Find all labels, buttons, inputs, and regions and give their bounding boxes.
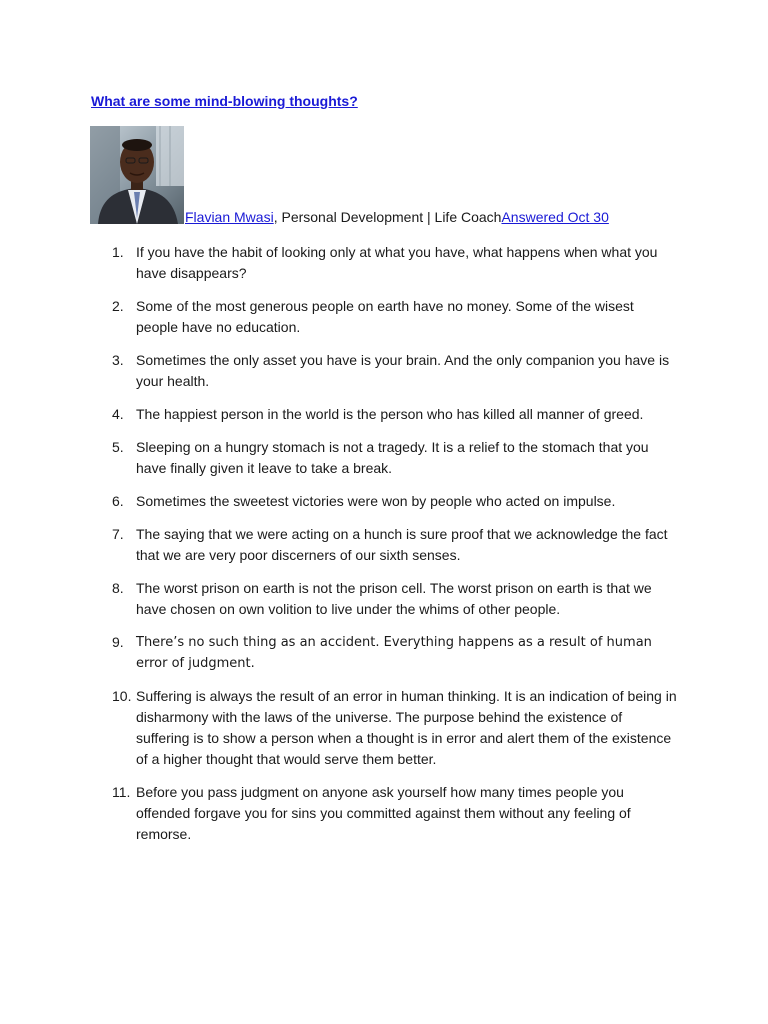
- list-item: [90, 350, 690, 392]
- list-item: [90, 782, 690, 845]
- author-name-link[interactable]: Flavian Mwasi: [185, 209, 274, 225]
- list-item-number: 2.: [112, 298, 124, 314]
- list-item-text: Sleeping on a hungry stomach is not a tragedy. It is a relief to the stomach that you have finally given it leave to take a break.: [136, 439, 649, 476]
- list-item-number: 9.: [112, 634, 124, 650]
- list-item: [90, 437, 690, 479]
- list-item-text: Before you pass judgment on anyone ask yourself how many times people you offended forgave you for sins you committed against them without any feeling of remorse.: [136, 784, 631, 842]
- list-item-text: Sometimes the sweetest victories were won by people who acted on impulse.: [136, 493, 616, 509]
- author-byline: [185, 209, 609, 225]
- list-item-text: There’s no such thing as an accident. Everything happens as a result of human error of judgment.: [136, 635, 652, 671]
- author-photo[interactable]: [90, 126, 184, 224]
- list-item-number: 5.: [112, 439, 124, 455]
- thoughts-list: [90, 242, 690, 857]
- list-item-text: The happiest person in the world is the person who has killed all manner of greed.: [136, 406, 644, 422]
- list-item-number: 8.: [112, 580, 124, 596]
- author-photo-icon: [90, 126, 184, 224]
- list-item-number: 11.: [112, 784, 131, 800]
- list-item: [90, 632, 690, 674]
- list-item: [90, 491, 690, 512]
- list-item-number: 7.: [112, 526, 124, 542]
- answered-date-link[interactable]: Answered Oct 30: [501, 209, 609, 225]
- list-item-text: The worst prison on earth is not the prison cell. The worst prison on earth is that we have chosen on own volition to live under the whims of other people.: [136, 580, 652, 617]
- list-item: [90, 242, 690, 284]
- list-item-text: Some of the most generous people on earth have no money. Some of the wisest people have no education.: [136, 298, 634, 335]
- list-item: [90, 686, 690, 770]
- list-item-number: 4.: [112, 406, 124, 422]
- list-item: [90, 296, 690, 338]
- list-item-text: If you have the habit of looking only at what you have, what happens when what you have disappears?: [136, 244, 658, 281]
- list-item: [90, 404, 690, 425]
- list-item-number: 6.: [112, 493, 124, 509]
- list-item-text: The saying that we were acting on a hunch is sure proof that we acknowledge the fact that we are very poor discerners of our sixth senses.: [136, 526, 668, 563]
- list-item-text: Sometimes the only asset you have is your brain. And the only companion you have is your health.: [136, 352, 670, 389]
- question-title-link[interactable]: What are some mind-blowing thoughts?: [91, 93, 358, 109]
- list-item: [90, 524, 690, 566]
- list-item-text: Suffering is always the result of an error in human thinking. It is an indication of being in disharmony with the laws of the universe. The purpose behind the existence of suffering is to show a person when a thought is in error and alert them of the existence of a higher thought that would serve them better.: [136, 688, 677, 767]
- author-block: [90, 126, 690, 226]
- author-credential: , Personal Development | Life Coach: [273, 209, 502, 225]
- list-item-number: 3.: [112, 352, 124, 368]
- list-item-number: 10.: [112, 688, 132, 704]
- list-item: [90, 578, 690, 620]
- list-item-number: 1.: [112, 244, 124, 260]
